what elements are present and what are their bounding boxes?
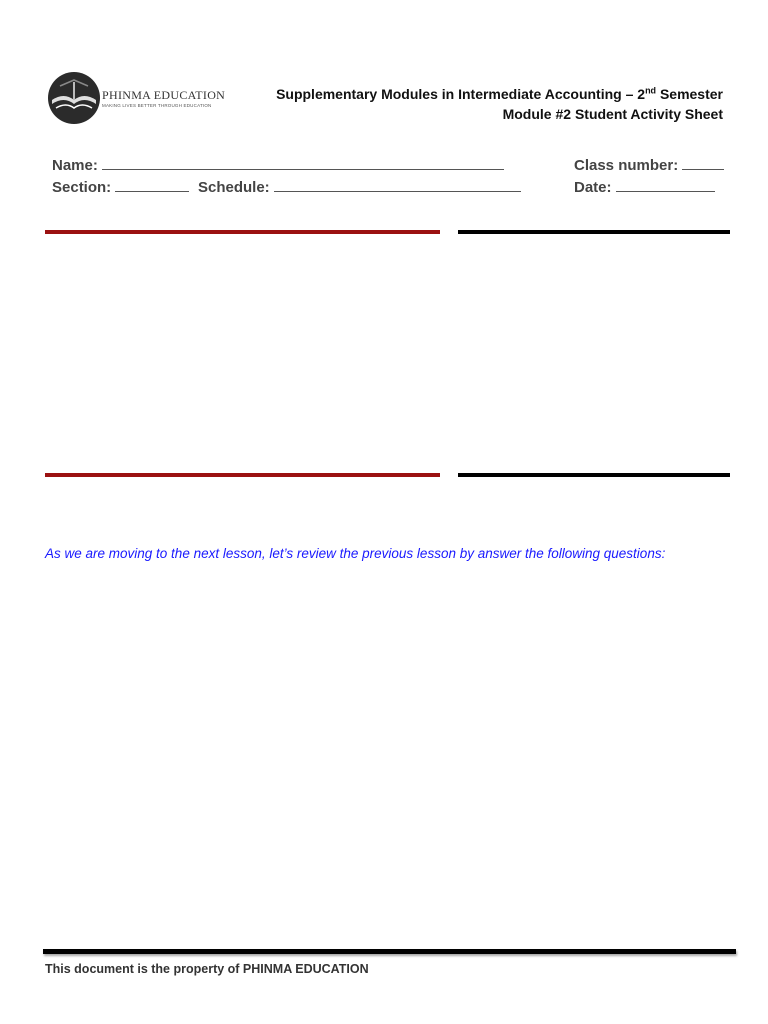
footer-text: This document is the property of PHINMA EDUCATION [45,962,369,976]
schedule-blank[interactable] [274,177,521,192]
date-blank[interactable] [616,177,715,192]
title-line-1-text: Supplementary Modules in Intermediate Accounting – 2 [276,86,646,102]
logo-name: PHINMA EDUCATION [102,88,226,102]
document-title [276,84,723,124]
schedule-label: Schedule: [198,179,270,196]
top-rule-black [458,230,730,234]
date-field[interactable] [574,177,715,196]
bottom-rule-black [458,473,730,477]
class-number-field[interactable] [574,155,724,174]
logo-tagline: MAKING LIVES BETTER THROUGH EDUCATION [102,103,212,108]
class-number-blank[interactable] [682,155,724,170]
date-label: Date: [574,179,612,196]
title-line-2: Module #2 Student Activity Sheet [502,106,723,122]
section-blank[interactable] [115,177,189,192]
title-superscript: nd [645,85,657,96]
footer-rule [43,949,736,954]
section-field[interactable] [52,177,189,196]
instruction-text: As we are moving to the next lesson, let’s review the previous lesson by answer the following questions: [45,546,666,561]
section-label: Section: [52,179,112,196]
class-number-label: Class number: [574,157,679,174]
schedule-field[interactable] [198,177,521,196]
bottom-rule-red [45,473,440,477]
phinma-logo-icon [46,70,102,126]
phinma-logo [46,70,226,128]
name-label: Name: [52,157,98,174]
top-rule-red [45,230,440,234]
name-blank[interactable] [102,155,504,170]
name-field[interactable] [52,155,504,174]
title-line-1-suffix: Semester [656,86,723,102]
title-line-1 [276,84,723,104]
